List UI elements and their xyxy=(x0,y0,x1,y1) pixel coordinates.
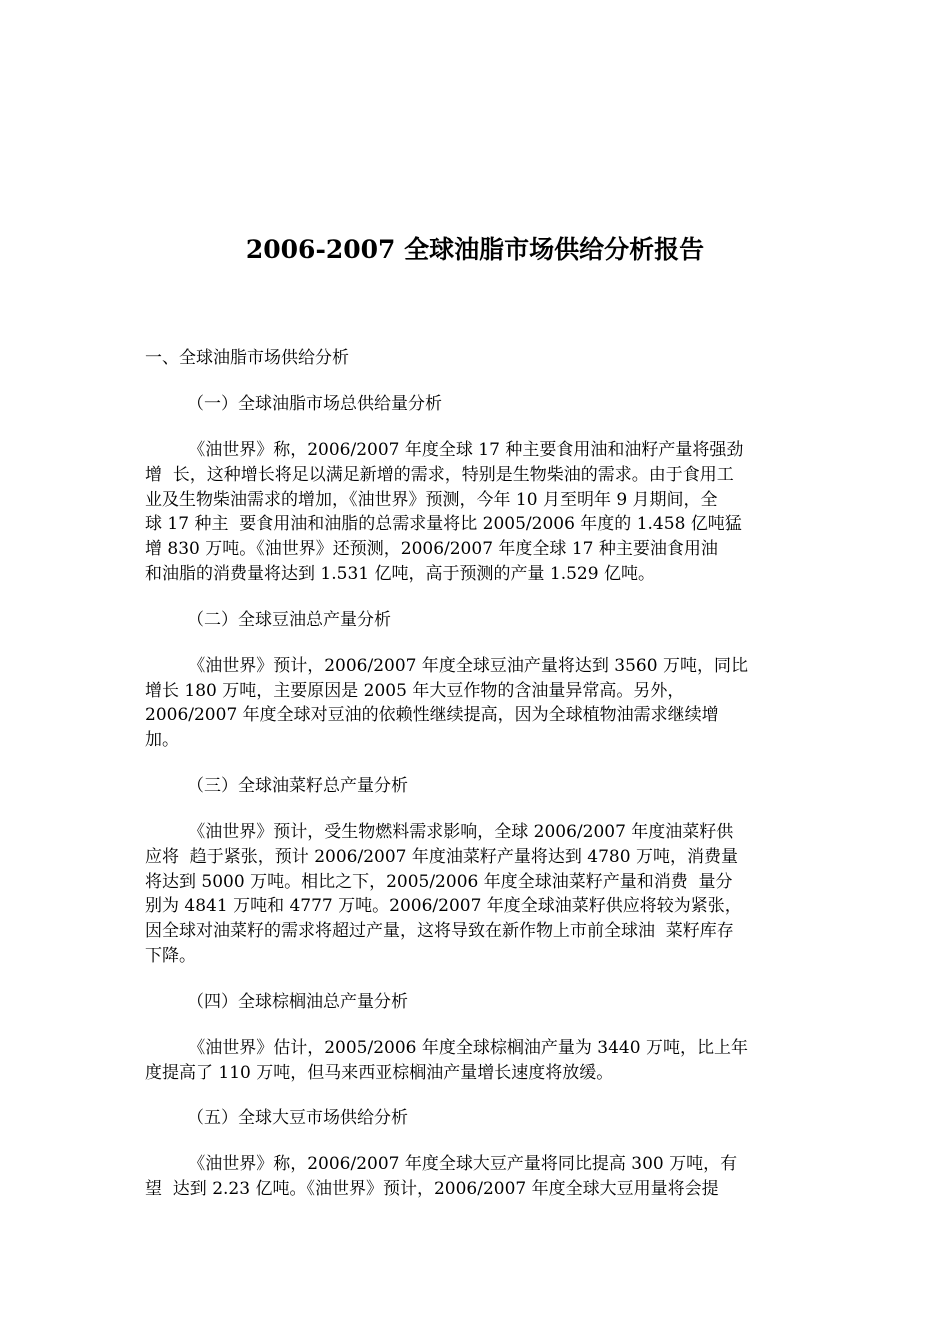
paragraph-line: 球 17 种主 要食用油和油脂的总需求量将比 2005/2006 年度的 1.458 亿吨猛 xyxy=(145,514,742,535)
paragraph-line: 将达到 5000 万吨。相比之下，2005/2006 年度全球油菜籽产量和消费 量分 xyxy=(145,871,733,892)
paragraph-soybean-supply xyxy=(145,1152,807,1202)
paragraph-line: 和油脂的消费量将达到 1.531 亿吨，高于预测的产量 1.529 亿吨。 xyxy=(145,563,655,584)
paragraph-total-supply xyxy=(145,438,807,587)
paragraph-line: 《油世界》估计，2005/2006 年度全球棕榈油产量为 3440 万吨，比上年 xyxy=(145,1037,748,1058)
subsection-heading-2: （二）全球豆油总产量分析 xyxy=(187,609,391,630)
paragraph-line: 《油世界》称，2006/2007 年度全球大豆产量将同比提高 300 万吨，有 xyxy=(145,1154,738,1175)
paragraph-rapeseed xyxy=(145,820,807,969)
subsection-heading-3: （三）全球油菜籽总产量分析 xyxy=(187,775,408,796)
paragraph-line: 度提高了 110 万吨，但马来西亚棕榈油产量增长速度将放缓。 xyxy=(145,1062,614,1083)
subsection-heading-5: （五）全球大豆市场供给分析 xyxy=(187,1108,408,1129)
subsection-heading-4: （四）全球棕榈油总产量分析 xyxy=(187,991,408,1012)
paragraph-soybean-oil xyxy=(145,654,807,753)
subsection-heading-1: （一）全球油脂市场总供给量分析 xyxy=(187,394,442,414)
paragraph-line: 增长 180 万吨，主要原因是 2005 年大豆作物的含油量异常高。另外， xyxy=(145,680,685,701)
document-body xyxy=(145,346,807,1223)
document-title: 2006-2007 全球油脂市场供给分析报告 xyxy=(245,235,705,264)
paragraph-line: 别为 4841 万吨和 4777 万吨。2006/2007 年度全球油菜籽供应将较为紧张， xyxy=(145,896,742,917)
paragraph-line: 因全球对油菜籽的需求将超过产量，这将导致在新作物上市前全球油 菜籽库存 xyxy=(145,921,734,942)
paragraph-line: 《油世界》预计，2006/2007 年度全球豆油产量将达到 3560 万吨，同比 xyxy=(145,655,748,676)
paragraph-line: 增 830 万吨。《油世界》还预测，2006/2007 年度全球 17 种主要油食用油 xyxy=(145,539,718,560)
paragraph-line: 应将 趋于紧张，预计 2006/2007 年度油菜籽产量将达到 4780 万吨，消费量 xyxy=(145,846,738,867)
paragraph-line: 业及生物柴油需求的增加，《油世界》预测，今年 10 月至明年 9 月期间，全 xyxy=(145,489,718,510)
paragraph-line: 望 达到 2.23 亿吨。《油世界》预计，2006/2007 年度全球大豆用量将会提 xyxy=(145,1179,719,1200)
paragraph-line: 加。 xyxy=(145,730,179,751)
paragraph-line: 2006/2007 年度全球对豆油的依赖性继续提高，因为全球植物油需求继续增 xyxy=(145,705,719,726)
paragraph-line: 下降。 xyxy=(145,945,196,966)
paragraph-line: 《油世界》称，2006/2007 年度全球 17 种主要食用油和油籽产量将强劲 xyxy=(145,440,744,460)
paragraph-line: 增 长，这种增长将足以满足新增的需求，特别是生物柴油的需求。由于食用工 xyxy=(145,464,734,485)
paragraph-line: 《油世界》预计，受生物燃料需求影响，全球 2006/2007 年度油菜籽供 xyxy=(145,821,734,842)
paragraph-palm-oil xyxy=(145,1036,807,1086)
section-heading-1: 一、全球油脂市场供给分析 xyxy=(145,348,349,368)
